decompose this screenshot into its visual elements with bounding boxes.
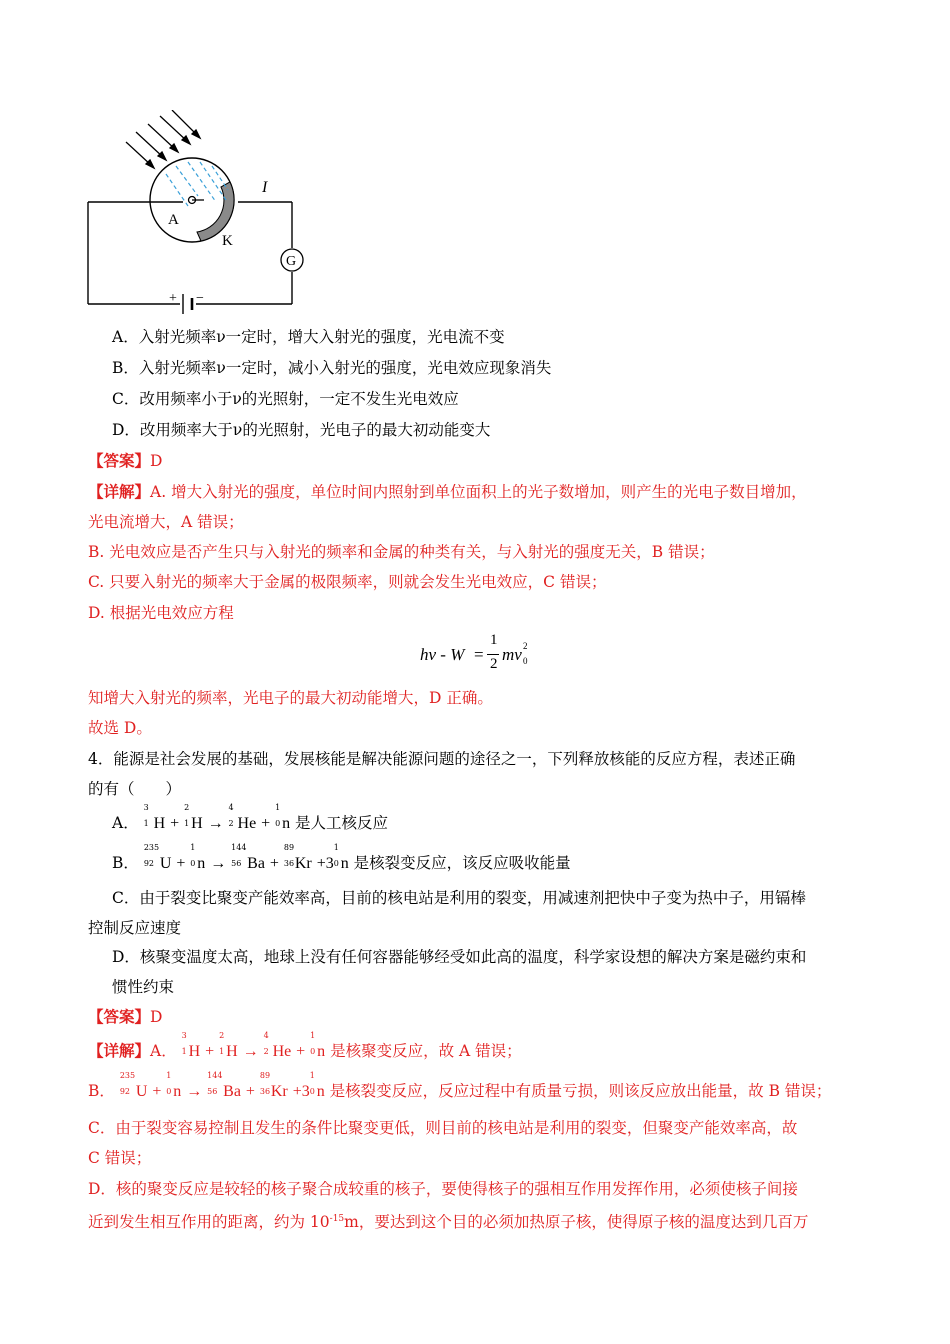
explain-text: A. 增大入射光的强度，单位时间内照射到单位面积上的光子数增加，则产生的光电子数目增加，	[150, 483, 807, 501]
current-label-i: I	[262, 179, 268, 196]
equation-numerator: 1	[490, 632, 498, 648]
answer-value: D	[150, 1008, 163, 1026]
nuclide-neutron: 1 0 n	[190, 843, 206, 872]
plus-sign: +	[176, 855, 186, 872]
nuclide-ba144: 144 56 Ba	[231, 843, 265, 872]
plus-sign: +	[269, 855, 279, 872]
nuclide-h3: 3 1 H	[181, 1031, 201, 1060]
q3-explain-line-1	[88, 481, 807, 503]
electrode-label-a: A	[168, 212, 179, 228]
q3-explain-line-5: D. 根据光电效应方程	[88, 604, 234, 622]
incident-light-arrows	[126, 110, 200, 168]
battery-minus-label: −	[196, 291, 204, 306]
explain-tag: 【详解】	[88, 1041, 151, 1060]
nuclide-kr89: 89 36 Kr	[259, 1071, 288, 1100]
q3-explain-line-3: B. 光电效应是否产生只与入射光的频率和金属的种类有关，与入射光的强度无关，B 错误；	[88, 543, 715, 561]
equation-denominator: 2	[490, 656, 498, 672]
plus-sign: +	[245, 1083, 255, 1100]
q3-explain-line-2: 光电流增大，A 错误；	[88, 513, 244, 531]
q4-explain-c-line-2: C 错误；	[88, 1149, 152, 1167]
q4-option-c-line-2: 控制反应速度	[88, 919, 182, 937]
neutron-count: 3	[325, 855, 334, 872]
nuclide-h3: 3 1 H	[143, 803, 166, 832]
exponent: -15	[329, 1214, 345, 1224]
q4-option-a	[112, 803, 389, 835]
q4-explain-d-line-2	[88, 1208, 808, 1233]
electrode-label-k: K	[222, 233, 233, 249]
q4-option-d-line-2: 惯性约束	[112, 978, 175, 996]
option-a-suffix: 是人工核反应	[295, 814, 389, 832]
q4-explain-d-line-1: D．核的聚变反应是较轻的核子聚合成较重的核子，要使得核子的强相互作用发挥作用，必须使核子间接	[88, 1180, 798, 1198]
q3-option-c: C．改用频率小于ν的光照射，一定不发生光电效应	[112, 390, 459, 408]
option-b-suffix: 是核裂变反应，该反应吸收能量	[353, 854, 571, 872]
q4-stem-line-2: 的有（ ）	[88, 780, 182, 798]
galvanometer-label: G	[286, 254, 297, 269]
nuclide-kr89: 89 36 Kr	[283, 843, 312, 872]
nuclide-h2: 2 1 H	[219, 1031, 238, 1060]
explain-d-text-a: 近到发生相互作用的距离，约为 10	[88, 1213, 330, 1232]
nuclide-u235: 235 92 U	[143, 843, 172, 872]
explain-d-text-b: m，要达到这个目的必须加热原子核，使得原子核的温度达到几百万	[344, 1213, 809, 1232]
nuclide-neutron: 1 0 n	[166, 1071, 182, 1100]
q4-option-d-line-1: D．核聚变温度太高，地球上没有任何容器能够经受如此高的温度，科学家设想的解决方案是磁约束和	[112, 948, 807, 966]
battery-plus-label: +	[169, 291, 177, 306]
nuclide-h2: 2 1 H	[184, 803, 203, 832]
battery-icon	[183, 294, 192, 314]
reaction-arrow: →	[207, 815, 224, 832]
explain-tag: 【详解】	[88, 482, 151, 501]
q4-option-b	[112, 843, 571, 875]
q3-option-a: A．入射光频率ν一定时，增大入射光的强度，光电流不变	[112, 328, 505, 346]
explain-b-prefix: B．	[88, 1082, 115, 1100]
plus-sign: +	[205, 1043, 215, 1060]
reaction-arrow: →	[186, 1083, 203, 1100]
q4-explain-a	[88, 1031, 522, 1063]
plus-sign: +	[170, 815, 180, 832]
equation-superscript: 2	[523, 641, 528, 651]
nuclide-ba144: 144 56 Ba	[207, 1071, 241, 1100]
nuclide-he4: 4 2 He	[263, 1031, 292, 1060]
photoelectric-equation	[420, 632, 560, 678]
equation-fraction-bar	[487, 654, 499, 655]
neutron-count: 3	[301, 1083, 310, 1100]
phototube-icon	[150, 158, 234, 242]
explain-a-suffix: 是核聚变反应，故 A 错误；	[330, 1042, 522, 1060]
option-b-prefix: B．	[112, 854, 139, 872]
q3-answer	[88, 450, 162, 472]
equation-lhs: hv - W	[420, 645, 465, 664]
q3-option-d: D．改用频率大于ν的光照射，光电子的最大初动能变大	[112, 421, 491, 439]
q4-explain-c-line-1: C．由于裂变容易控制且发生的条件比聚变更低，则目前的核电站是利用的裂变，但聚变产能效率高，故	[88, 1119, 798, 1137]
plus-sign: +	[292, 1083, 302, 1100]
nuclide-neutron: 1 0 n	[309, 1071, 325, 1100]
reaction-arrow: →	[242, 1043, 259, 1060]
plus-sign: +	[152, 1083, 162, 1100]
q4-stem-line-1: 4．能源是社会发展的基础，发展核能是解决能源问题的途径之一，下列释放核能的反应方程，表述正确	[88, 750, 796, 768]
answer-tag: 【答案】	[88, 1007, 151, 1026]
q3-option-b: B．入射光频率ν一定时，减小入射光的强度，光电效应现象消失	[112, 359, 552, 377]
answer-value: D	[150, 452, 163, 470]
explain-a-prefix: A．	[150, 1042, 177, 1060]
q4-option-c-line-1: C．由于裂变比聚变产能效率高，目前的核电站是利用的裂变，用减速剂把快中子变为热中子，用镉棒	[112, 889, 806, 907]
circuit-wires	[88, 202, 292, 304]
nuclide-u235: 235 92 U	[119, 1071, 148, 1100]
q4-answer	[88, 1006, 162, 1028]
equation-rhs: mv	[502, 645, 522, 664]
plus-sign: +	[316, 855, 326, 872]
nuclide-neutron: 1 0 n	[333, 843, 349, 872]
explain-b-suffix: 是核裂变反应，反应过程中有质量亏损，则该反应放出能量，故 B 错误；	[329, 1082, 832, 1100]
q3-choice-line: 故选 D。	[88, 719, 152, 737]
photoelectric-circuit-diagram	[80, 110, 320, 315]
q3-explain-line-4: C. 只要入射光的频率大于金属的极限频率，则就会发生光电效应，C 错误；	[88, 573, 607, 591]
equation-subscript: 0	[523, 656, 528, 666]
option-a-prefix: A．	[112, 814, 139, 832]
equation-equals: =	[474, 645, 484, 664]
plus-sign: +	[261, 815, 271, 832]
nuclide-he4: 4 2 He	[228, 803, 257, 832]
q3-conclusion-line: 知增大入射光的频率，光电子的最大初动能增大，D 正确。	[88, 689, 493, 707]
nuclide-neutron: 1 0 n	[310, 1031, 326, 1060]
galvanometer-icon	[281, 249, 303, 271]
answer-tag: 【答案】	[88, 451, 151, 470]
plus-sign: +	[296, 1043, 306, 1060]
reaction-arrow: →	[210, 855, 227, 872]
q4-explain-b	[88, 1071, 832, 1103]
nuclide-neutron: 1 0 n	[275, 803, 291, 832]
